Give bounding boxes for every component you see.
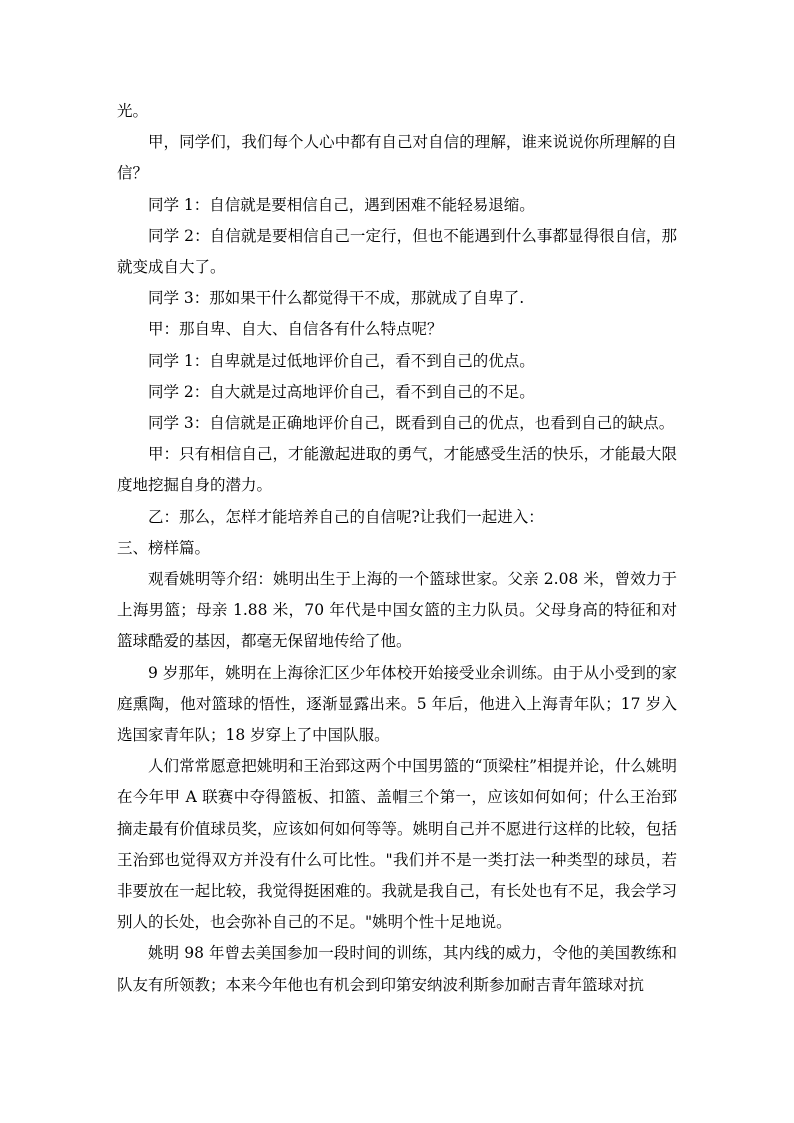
paragraph-dialogue-jia: 甲：那自卑、自大、自信各有什么特点呢？ xyxy=(148,320,443,339)
paragraph-student-3: 同学 3：那如果干什么都觉得干不成，那就成了自卑了. xyxy=(148,289,525,308)
paragraph-student-3: 同学 3：自信就是正确地评价自己，既看到自己的优点，也看到自己的缺点。 xyxy=(148,414,675,433)
paragraph-student-2: 同学 2：自信就是要相信自己一定行，但也不能遇到什么事都显得很自信，那就变成自大了。 xyxy=(117,226,677,277)
paragraph-body: 观看姚明等介绍：姚明出生于上海的一个篮球世家。父亲 2.08 米，曾效力于上海男篮；母亲 1.88 米，70 年代是中国女篮的主力队员。父母身高的特征和对篮球酷爱的基因，都毫无保留地传给了他。 xyxy=(117,570,677,651)
paragraph-dialogue-jia: 甲：只有相信自己，才能激起进取的勇气，才能感受生活的快乐，才能最大限度地挖掘自身的潜力。 xyxy=(117,445,677,495)
paragraph-dialogue-yi: 乙：那么，怎样才能培养自己的自信呢?让我们一起进入： xyxy=(148,507,544,526)
paragraph-student-2: 同学 2：自大就是过高地评价自己，看不到自己的不足。 xyxy=(148,382,535,401)
paragraph-body: 9 岁那年，姚明在上海徐汇区少年体校开始接受业余训练。由于从小受到的家庭熏陶，他对篮球的悟性，逐渐显露出来。5 年后，他进入上海青年队；17 岁入选国家青年队；18 岁穿上了中国队服。 xyxy=(117,663,677,745)
document-body xyxy=(117,96,677,1001)
paragraph-dialogue-jia: 甲，同学们，我们每个人心中都有自己对自信的理解，谁来说说你所理解的自信？ xyxy=(117,133,677,183)
paragraph-body: 姚明 98 年曾去美国参加一段时间的训练，其内线的威力，令他的美国教练和队友有所领教；本来今年他也有机会到印第安纳波利斯参加耐吉青年篮球对抗 xyxy=(117,944,677,994)
paragraph-student-1: 同学 1：自卑就是过低地评价自己，看不到自己的优点。 xyxy=(148,351,535,370)
paragraph-continuation: 光。 xyxy=(117,102,149,120)
paragraph-body: 人们常常愿意把姚明和王治郅这两个中国男篮的“顶梁柱”相提并论，什么姚明在今年甲 A 联赛中夺得篮板、扣篮、盖帽三个第一，应该如何如何；什么王治郅摘走最有价值球员奖，应该如何如何等等。姚明自己并不愿进行这样的比较，包括王治郅也觉得双方并没有什么可比性。"我们并不是一类打法一种类型的球员，若非要放在一起比较，我觉得挺困难的。我就是我自己，有长处也有不足，我会学习别人的长处，也会弥补自己的不足。"姚明个性十足地说。 xyxy=(117,757,677,932)
section-heading: 三、榜样篇。 xyxy=(117,538,211,557)
paragraph-student-1: 同学 1：自信就是要相信自己，遇到困难不能轻易退缩。 xyxy=(148,195,535,214)
